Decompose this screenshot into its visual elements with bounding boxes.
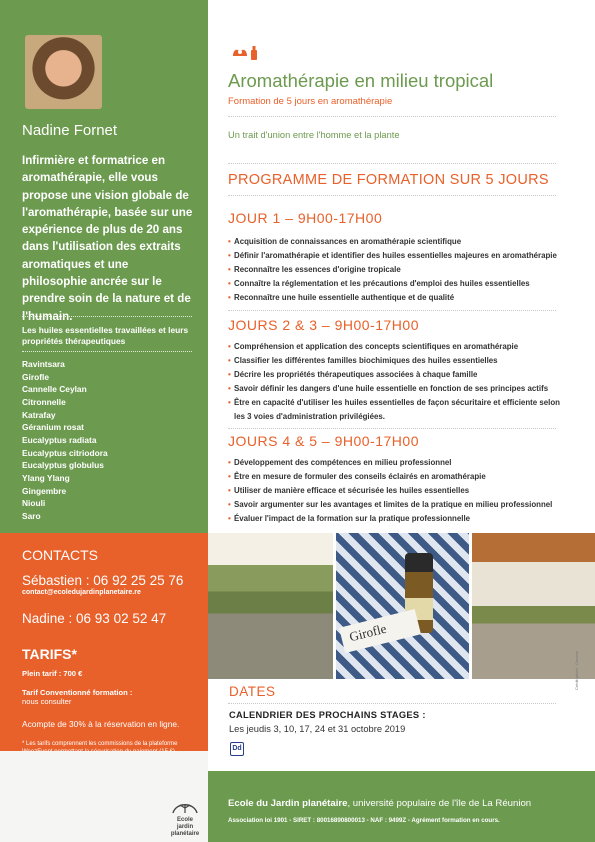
- list-item: • Être en capacité d'utiliser les huiles essentielles de façon sécuritaire et efficiente selon les 3 voies d'administration privilégiées.: [228, 396, 573, 424]
- contact-email[interactable]: contact@ecoledujardinplanetaire.re: [22, 589, 141, 596]
- calendar-title: CALENDRIER DES PROCHAINS STAGES :: [229, 710, 426, 720]
- oil-item: Eucalyptus globulus: [22, 460, 104, 471]
- list-item: • Compréhension et application des concepts scientifiques en aromathérapie: [228, 340, 573, 354]
- oil-item: Cannelle Ceylan: [22, 384, 87, 395]
- oil-item: Eucalyptus citriodora: [22, 447, 108, 458]
- list-item: • Savoir argumenter sur les avantages et limites de la pratique en milieu professionnel: [228, 498, 573, 512]
- profile-panel: [0, 0, 208, 533]
- oil-item: Saro: [22, 510, 41, 521]
- divider: [228, 703, 556, 704]
- flower-bottle-icon: [231, 44, 261, 60]
- day-1-title: JOUR 1 – 9H00-17H00: [228, 210, 383, 226]
- footer: [208, 771, 595, 842]
- day-4-5-title: JOURS 4 & 5 – 9H00-17H00: [228, 433, 419, 449]
- oil-item: Gingembre: [22, 485, 67, 496]
- oil-item: Niouli: [22, 498, 46, 509]
- list-item: • Savoir définir les dangers d'une huile essentielle en fonction de ses principes actifs: [228, 382, 573, 396]
- classroom-photo: [208, 533, 333, 679]
- oil-item: Ravintsara: [22, 359, 65, 369]
- school-line: [228, 798, 531, 809]
- oils-title: Les huiles essentielles travaillées et leurs propriétés thérapeutiques: [22, 325, 189, 346]
- portrait-photo: [25, 35, 102, 109]
- day-2-3-list: [228, 340, 573, 424]
- divider: [228, 195, 556, 196]
- list-item: • Connaître la réglementation et les précautions d'emploi des huiles essentielles: [228, 277, 573, 291]
- list-item: • Évaluer l'impact de la formation sur la pratique professionnelle: [228, 512, 573, 526]
- divider: [228, 310, 556, 311]
- list-item: • Utiliser de manière efficace et sécurisée les huiles essentielles: [228, 484, 573, 498]
- list-item: • Définir l'aromathérapie et identifier des huiles essentielles majeures en aromathérapie: [228, 249, 573, 263]
- logo-line-1: Ecole: [176, 817, 193, 823]
- day-4-5-list: [228, 456, 573, 526]
- contacts-title: CONTACTS: [22, 547, 98, 563]
- list-item: • Classifier les différentes familles biochimiques des huiles essentielles: [228, 354, 573, 368]
- contacts-panel: [0, 533, 208, 751]
- divider: [228, 116, 556, 117]
- oil-item: Géranium rosat: [22, 422, 84, 433]
- oil-item: Ylang Ylang: [22, 472, 70, 483]
- list-item: • Décrire les propriétés thérapeutiques associées à chaque famille: [228, 368, 573, 382]
- oil-item: Eucalyptus radiata: [22, 434, 97, 445]
- trainer-name: Nadine Fornet: [22, 122, 118, 139]
- oil-item: Citronnelle: [22, 396, 66, 407]
- oil-bottle-photo: [336, 533, 469, 679]
- list-item: • Acquisition de connaissances en aromathérapie scientifique: [228, 235, 573, 249]
- tree-icon: [170, 800, 200, 814]
- dates-title: DATES: [229, 684, 276, 699]
- datadock-logo: Dd: [230, 742, 244, 756]
- divider: [22, 351, 192, 352]
- logo-line-2: jardin planétaire: [170, 824, 200, 837]
- day-2-3-title: JOURS 2 & 3 – 9H00-17H00: [228, 317, 419, 333]
- phone-sebastien[interactable]: Sébastien : 06 92 25 25 76: [22, 573, 184, 588]
- school-logo: [165, 800, 205, 838]
- photo-credit: Crédit photo : Cocoon: [574, 651, 579, 690]
- divider: [228, 428, 556, 429]
- calendar-dates: Les jeudis 3, 10, 17, 24 et 31 octobre 2019: [229, 724, 406, 734]
- tarifs-note: * Les tarifs comprennent les commissions de la plateforme: [22, 741, 178, 747]
- day-1-list: [228, 235, 573, 305]
- list-item: • Être en mesure de formuler des conseils éclairés en aromathérapie: [228, 470, 573, 484]
- legal-line: Association loi 1901 - SIRET : 80016890800013 - NAF : 9499Z - Agrément formation en cours.: [228, 817, 500, 824]
- tarif-convention-value: nous consulter: [22, 697, 72, 706]
- tarif-convention-label: Tarif Conventionné formation :: [22, 688, 133, 697]
- page-subtitle: Formation de 5 jours en aromathérapie: [228, 96, 393, 107]
- tarifs-title: TARIFS*: [22, 646, 77, 662]
- oil-item: Katrafay: [22, 409, 56, 420]
- girofle-card: Girofle: [339, 609, 421, 653]
- program-title: PROGRAMME DE FORMATION SUR 5 JOURS: [228, 172, 549, 188]
- school-description: , université populaire de l'île de La Réunion: [347, 798, 532, 809]
- trainer-bio: Infirmière et formatrice en aromathérapie, elle vous propose une vision globale de l'aromathérapie, basée sur une expérience de plus de 20 ans dans l'utilisation des extraits aromatiques et une philosophie ancrée sur le prendre soin de la nature et de l'humain.: [22, 154, 193, 323]
- list-item: • Développement des compétences en milieu professionnel: [228, 456, 573, 470]
- divider: [22, 316, 192, 317]
- plein-tarif: Plein tarif : 700 €: [22, 669, 83, 678]
- school-name: Ecole du Jardin planétaire: [228, 798, 348, 809]
- oils-list: [22, 358, 108, 523]
- divider: [228, 163, 556, 164]
- page-title: Aromathérapie en milieu tropical: [228, 70, 494, 91]
- acompte-text: Acompte de 30% à la réservation en ligne.: [22, 719, 180, 729]
- oil-item: Girofle: [22, 371, 49, 382]
- phone-nadine[interactable]: Nadine : 06 93 02 52 47: [22, 611, 167, 626]
- tagline: Un trait d'union entre l'homme et la plante: [228, 130, 400, 140]
- list-item: • Reconnaître une huile essentielle authentique et de qualité: [228, 291, 573, 305]
- list-item: • Reconnaître les essences d'origine tropicale: [228, 263, 573, 277]
